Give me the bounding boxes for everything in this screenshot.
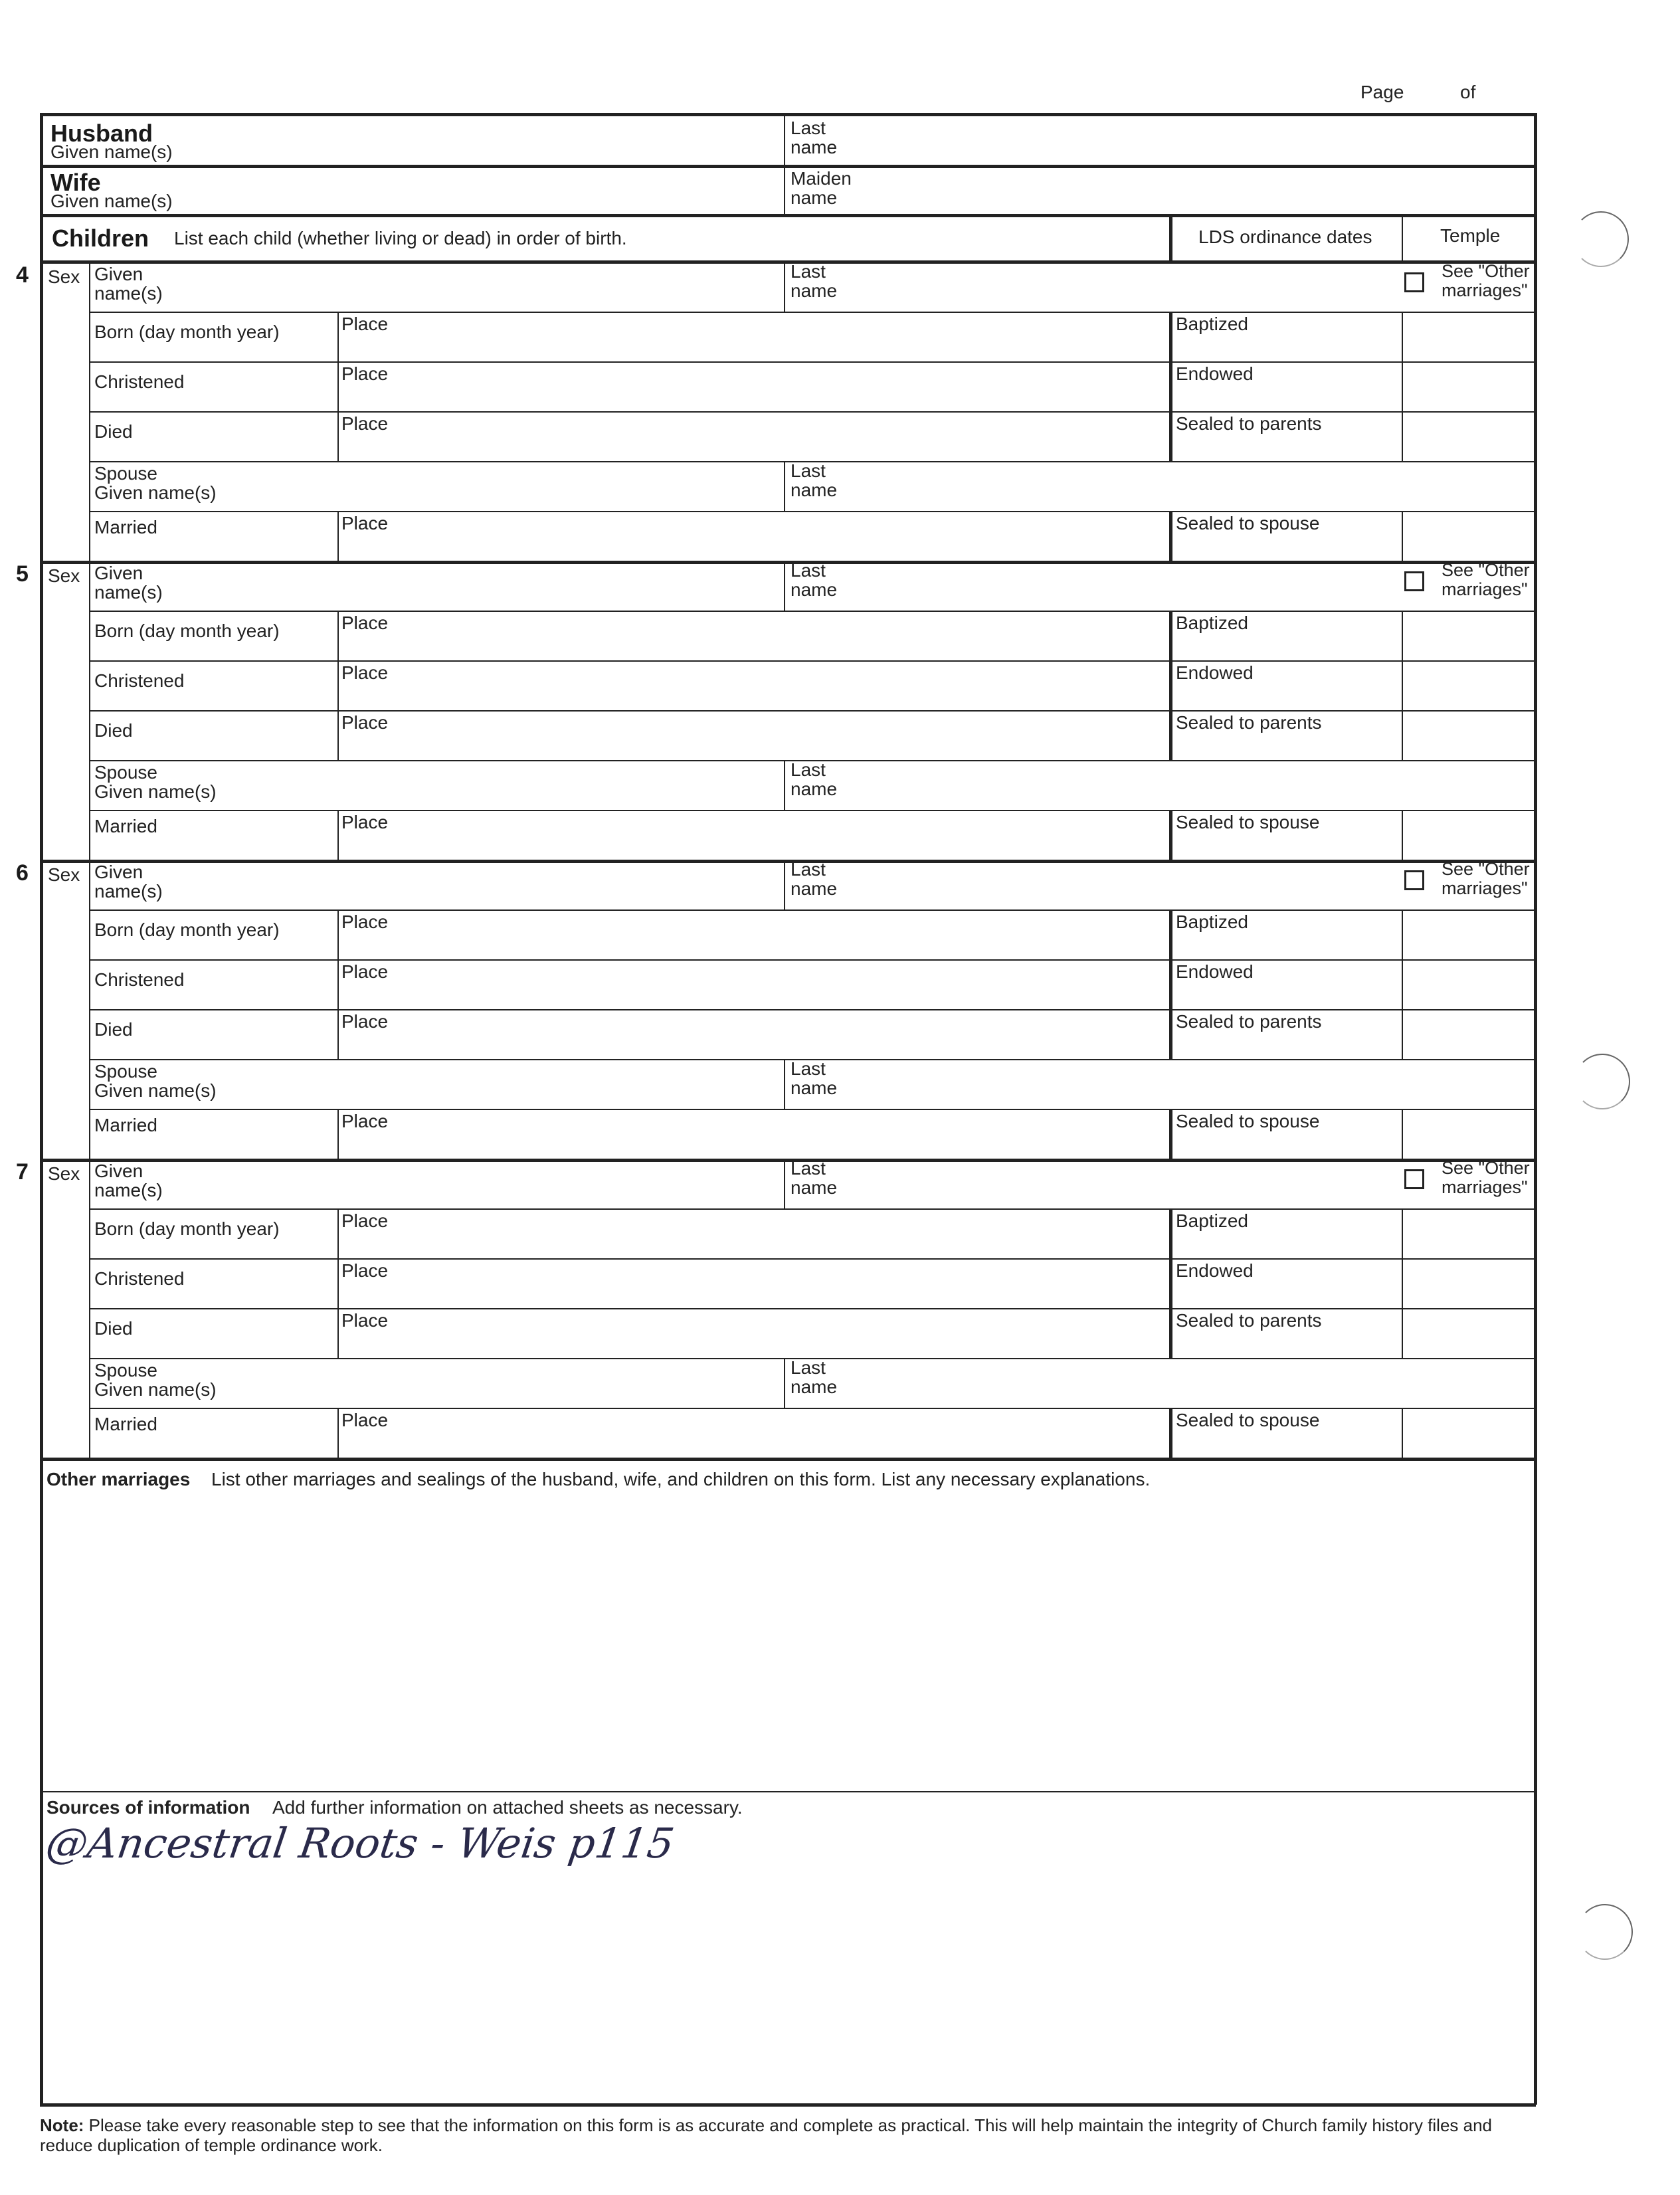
child-5-married-label: Married	[94, 816, 157, 836]
other-marriages-title: Other marriages	[47, 1469, 191, 1489]
child-7-married-place-field[interactable]	[399, 1413, 1163, 1453]
child-7-given-name-field[interactable]	[199, 1161, 777, 1204]
child-5-christened-place-label: Place	[341, 662, 389, 683]
child-7-married-place-label: Place	[341, 1410, 389, 1430]
handwritten-source-entry: @Ancestral Roots - Weis p115	[43, 1819, 678, 1867]
child-5-christened-place-field[interactable]	[399, 666, 1163, 706]
child-7-other-marriages-checkbox[interactable]	[1404, 1169, 1424, 1189]
child-6-christened-label: Christened	[94, 969, 185, 990]
child-4-born-date-field[interactable]	[100, 341, 332, 359]
child-7-sealed-to-spouse-label: Sealed to spouse	[1176, 1410, 1320, 1430]
page-label: Page	[1360, 82, 1404, 102]
binder-hole-mark	[1577, 1904, 1633, 1960]
lds-ordinance-header: LDS ordinance dates	[1198, 227, 1372, 247]
child-7-endowed-temple-field[interactable]	[1407, 1262, 1527, 1303]
child-6-baptized-date-field[interactable]	[1176, 933, 1395, 956]
child-4-died-place-field[interactable]	[399, 417, 1163, 456]
child-5-baptized-label: Baptized	[1176, 613, 1248, 633]
child-4-sex-label: Sex	[48, 266, 80, 287]
child-6-christened-date-field[interactable]	[100, 989, 332, 1007]
child-7-sealed-to-parents-date-field[interactable]	[1176, 1332, 1395, 1355]
child-7-baptized-temple-field[interactable]	[1407, 1212, 1527, 1254]
child-4-sealed-to-spouse-label: Sealed to spouse	[1176, 513, 1320, 533]
temple-header: Temple	[1440, 225, 1501, 246]
child-6-sealed-to-parents-temple-field[interactable]	[1407, 1013, 1527, 1054]
child-4-spouse-given-label: Spouse Given name(s)	[94, 463, 217, 503]
child-5-baptized-date-field[interactable]	[1176, 634, 1395, 657]
child-6-sealed-to-parents-date-field[interactable]	[1176, 1033, 1395, 1056]
child-5-born-date-field[interactable]	[100, 640, 332, 658]
child-7-endowed-date-field[interactable]	[1176, 1282, 1395, 1305]
child-4-spouse-last-label: Last name	[791, 460, 838, 500]
child-4-died-place-label: Place	[341, 413, 389, 434]
child-4-other-marriages-checkbox[interactable]	[1404, 272, 1424, 292]
child-7-born-place-label: Place	[341, 1210, 389, 1231]
child-5-given-name-field[interactable]	[199, 563, 777, 606]
child-4-last-name-field[interactable]	[903, 264, 1395, 307]
child-5-born-label: Born (day month year)	[94, 620, 280, 641]
child-6-sex-label: Sex	[48, 864, 80, 885]
child-5-endowed-date-field[interactable]	[1176, 684, 1395, 707]
child-5-spouse-given-name-field[interactable]	[246, 765, 777, 805]
child-5-died-place-label: Place	[341, 712, 389, 733]
wife-maiden-label: Maiden name	[791, 168, 852, 208]
child-4-baptized-label: Baptized	[1176, 314, 1248, 334]
child-5-other-marriages-label: See "Other marriages"	[1442, 560, 1530, 599]
child-5-sealed-to-parents-label: Sealed to parents	[1176, 712, 1322, 733]
other-marriages-instruction: List other marriages and sealings of the husband, wife, and children on this form. List any necessary explanations.	[211, 1469, 1151, 1489]
child-6-sealed-to-parents-label: Sealed to parents	[1176, 1011, 1322, 1032]
child-7-spouse-last-name-field[interactable]	[903, 1363, 1528, 1403]
child-5-sealed-to-spouse-label: Sealed to spouse	[1176, 812, 1320, 832]
child-5-died-place-field[interactable]	[399, 716, 1163, 755]
children-title: Children	[52, 225, 149, 252]
child-6-died-place-field[interactable]	[399, 1014, 1163, 1054]
binder-hole-mark	[1573, 211, 1629, 267]
child-5-married-place-field[interactable]	[399, 815, 1163, 855]
child-4-sex-field[interactable]	[44, 288, 86, 308]
note-block	[40, 2115, 1528, 2155]
child-4-married-place-label: Place	[341, 513, 389, 533]
wife-given-name-field[interactable]	[179, 169, 777, 213]
child-7-baptized-label: Baptized	[1176, 1210, 1248, 1231]
child-7-christened-place-label: Place	[341, 1260, 389, 1281]
child-4-died-date-field[interactable]	[100, 440, 332, 459]
child-4-christened-place-label: Place	[341, 363, 389, 384]
child-4-christened-place-field[interactable]	[399, 367, 1163, 407]
child-6-baptized-temple-field[interactable]	[1407, 913, 1527, 955]
child-6-given-label: Given name(s)	[94, 862, 163, 902]
child-4-christened-date-field[interactable]	[100, 391, 332, 409]
child-7-sealed-to-spouse-temple-field[interactable]	[1407, 1412, 1527, 1453]
child-4-endowed-label: Endowed	[1176, 363, 1254, 384]
child-7-endowed-label: Endowed	[1176, 1260, 1254, 1281]
child-6-sealed-to-spouse-date-field[interactable]	[1176, 1133, 1395, 1155]
child-4-married-label: Married	[94, 517, 157, 537]
child-6-sealed-to-spouse-temple-field[interactable]	[1407, 1113, 1527, 1154]
husband-given-label: Given name(s)	[50, 142, 173, 162]
child-7-sealed-to-parents-label: Sealed to parents	[1176, 1310, 1322, 1331]
child-5-died-label: Died	[94, 720, 133, 741]
child-4-spouse-given-name-field[interactable]	[246, 466, 777, 506]
child-7-last-label: Last name	[791, 1158, 838, 1198]
child-6-spouse-last-label: Last name	[791, 1058, 838, 1098]
other-marriages-field[interactable]	[47, 1495, 1528, 1787]
child-5-married-place-label: Place	[341, 812, 389, 832]
child-4-married-place-field[interactable]	[399, 516, 1163, 556]
child-5-given-label: Given name(s)	[94, 563, 163, 603]
child-4-sealed-to-spouse-date-field[interactable]	[1176, 535, 1395, 557]
child-4-last-label: Last name	[791, 261, 838, 301]
child-7-married-date-field[interactable]	[100, 1436, 332, 1454]
child-6-endowed-temple-field[interactable]	[1407, 963, 1527, 1004]
child-6-spouse-given-label: Spouse Given name(s)	[94, 1061, 217, 1101]
child-6-last-name-field[interactable]	[903, 862, 1395, 905]
child-7-baptized-date-field[interactable]	[1176, 1232, 1395, 1255]
child-6-married-date-field[interactable]	[100, 1137, 332, 1155]
wife-title: Wife	[50, 169, 101, 196]
husband-given-name-field[interactable]	[179, 118, 777, 165]
child-7-sex-label: Sex	[48, 1163, 80, 1184]
child-7-given-label: Given name(s)	[94, 1161, 163, 1200]
child-6-endowed-label: Endowed	[1176, 961, 1254, 982]
child-5-last-name-field[interactable]	[903, 563, 1395, 606]
child-7-other-marriages-label: See "Other marriages"	[1442, 1158, 1530, 1197]
child-7-died-place-label: Place	[341, 1310, 389, 1331]
child-5-baptized-temple-field[interactable]	[1407, 615, 1527, 656]
child-6-married-label: Married	[94, 1115, 157, 1135]
binder-hole-mark	[1574, 1054, 1630, 1109]
child-7-married-label: Married	[94, 1414, 157, 1434]
child-6-sealed-to-spouse-label: Sealed to spouse	[1176, 1111, 1320, 1131]
child-5-sealed-to-parents-date-field[interactable]	[1176, 734, 1395, 757]
child-5-sealed-to-spouse-date-field[interactable]	[1176, 834, 1395, 856]
wife-maiden-name-field[interactable]	[903, 169, 1528, 213]
child-4-born-label: Born (day month year)	[94, 322, 280, 342]
child-4-given-name-field[interactable]	[199, 264, 777, 307]
child-4-married-date-field[interactable]	[100, 539, 332, 557]
child-5-born-place-label: Place	[341, 613, 389, 633]
sources-title: Sources of information	[47, 1797, 250, 1818]
husband-last-name-field[interactable]	[903, 118, 1528, 165]
child-4-endowed-date-field[interactable]	[1176, 385, 1395, 408]
child-4-sealed-to-spouse-temple-field[interactable]	[1407, 515, 1527, 556]
child-4-baptized-date-field[interactable]	[1176, 335, 1395, 358]
child-5-sealed-to-parents-temple-field[interactable]	[1407, 714, 1527, 755]
child-6-given-name-field[interactable]	[199, 862, 777, 905]
child-7-last-name-field[interactable]	[903, 1161, 1395, 1204]
child-4-endowed-temple-field[interactable]	[1407, 365, 1527, 407]
child-7-born-date-field[interactable]	[100, 1238, 332, 1256]
child-6-died-date-field[interactable]	[100, 1038, 332, 1057]
of-label: of	[1460, 82, 1476, 102]
child-5-spouse-given-label: Spouse Given name(s)	[94, 762, 217, 802]
child-6-born-date-field[interactable]	[100, 939, 332, 957]
child-4-spouse-last-name-field[interactable]	[903, 466, 1528, 506]
child-4-sealed-to-parents-temple-field[interactable]	[1407, 415, 1527, 456]
child-6-born-place-field[interactable]	[399, 915, 1163, 955]
child-6-married-place-label: Place	[341, 1111, 389, 1131]
child-6-married-place-field[interactable]	[399, 1114, 1163, 1154]
child-5-christened-date-field[interactable]	[100, 690, 332, 708]
child-5-number: 5	[16, 561, 29, 587]
child-6-last-label: Last name	[791, 859, 838, 899]
child-7-sealed-to-parents-temple-field[interactable]	[1407, 1312, 1527, 1353]
child-7-christened-label: Christened	[94, 1268, 185, 1289]
child-7-died-date-field[interactable]	[100, 1337, 332, 1356]
child-7-spouse-given-label: Spouse Given name(s)	[94, 1360, 217, 1400]
child-4-christened-label: Christened	[94, 371, 185, 392]
child-6-spouse-last-name-field[interactable]	[903, 1064, 1528, 1104]
child-5-endowed-temple-field[interactable]	[1407, 664, 1527, 706]
child-4-born-place-field[interactable]	[399, 317, 1163, 357]
husband-last-label: Last name	[791, 118, 838, 157]
child-4-baptized-temple-field[interactable]	[1407, 316, 1527, 357]
child-7-died-place-field[interactable]	[399, 1313, 1163, 1353]
child-5-married-date-field[interactable]	[100, 838, 332, 856]
child-6-sex-field[interactable]	[44, 886, 86, 906]
child-7-sealed-to-spouse-date-field[interactable]	[1176, 1432, 1395, 1454]
child-4-born-place-label: Place	[341, 314, 389, 334]
note-title: Note:	[40, 2115, 84, 2135]
child-5-last-label: Last name	[791, 560, 838, 600]
child-4-died-label: Died	[94, 421, 133, 442]
child-4-given-label: Given name(s)	[94, 264, 163, 304]
child-6-number: 6	[16, 860, 29, 886]
child-5-died-date-field[interactable]	[100, 739, 332, 758]
child-6-christened-place-label: Place	[341, 961, 389, 982]
child-7-spouse-given-name-field[interactable]	[246, 1363, 777, 1403]
child-6-christened-place-field[interactable]	[399, 965, 1163, 1004]
child-7-christened-place-field[interactable]	[399, 1264, 1163, 1303]
child-5-endowed-label: Endowed	[1176, 662, 1254, 683]
child-6-died-label: Died	[94, 1019, 133, 1040]
note-text: Please take every reasonable step to see that the information on this form is as accurate and complete as practical. This will help maintain the integrity of Church family history files and reduce duplication of temple ordinance work.	[40, 2115, 1493, 2155]
child-5-spouse-last-label: Last name	[791, 759, 838, 799]
children-instruction: List each child (whether living or dead) in order of birth.	[174, 228, 627, 248]
child-5-born-place-field[interactable]	[399, 616, 1163, 656]
child-6-other-marriages-label: See "Other marriages"	[1442, 859, 1530, 898]
child-6-born-place-label: Place	[341, 911, 389, 932]
child-6-baptized-label: Baptized	[1176, 911, 1248, 932]
child-4-sealed-to-parents-date-field[interactable]	[1176, 435, 1395, 458]
child-6-born-label: Born (day month year)	[94, 919, 280, 940]
child-4-sealed-to-parents-label: Sealed to parents	[1176, 413, 1322, 434]
child-5-sex-field[interactable]	[44, 587, 86, 607]
child-6-spouse-given-name-field[interactable]	[246, 1064, 777, 1104]
child-5-spouse-last-name-field[interactable]	[903, 765, 1528, 805]
child-7-born-place-field[interactable]	[399, 1214, 1163, 1254]
child-6-other-marriages-checkbox[interactable]	[1404, 870, 1424, 890]
child-7-died-label: Died	[94, 1318, 133, 1339]
child-4-other-marriages-label: See "Other marriages"	[1442, 261, 1530, 300]
child-6-endowed-date-field[interactable]	[1176, 983, 1395, 1006]
child-7-christened-date-field[interactable]	[100, 1288, 332, 1306]
child-5-sealed-to-spouse-temple-field[interactable]	[1407, 814, 1527, 855]
child-5-sex-label: Sex	[48, 565, 80, 586]
child-5-other-marriages-checkbox[interactable]	[1404, 571, 1424, 591]
husband-title: Husband	[50, 120, 153, 147]
child-5-christened-label: Christened	[94, 670, 185, 691]
sources-instruction: Add further information on attached sheets as necessary.	[272, 1797, 743, 1818]
child-7-sex-field[interactable]	[44, 1185, 86, 1205]
child-7-born-label: Born (day month year)	[94, 1218, 280, 1239]
child-4-number: 4	[16, 262, 29, 288]
child-7-number: 7	[16, 1159, 29, 1185]
child-7-spouse-last-label: Last name	[791, 1357, 838, 1397]
wife-given-label: Given name(s)	[50, 191, 173, 211]
child-6-died-place-label: Place	[341, 1011, 389, 1032]
